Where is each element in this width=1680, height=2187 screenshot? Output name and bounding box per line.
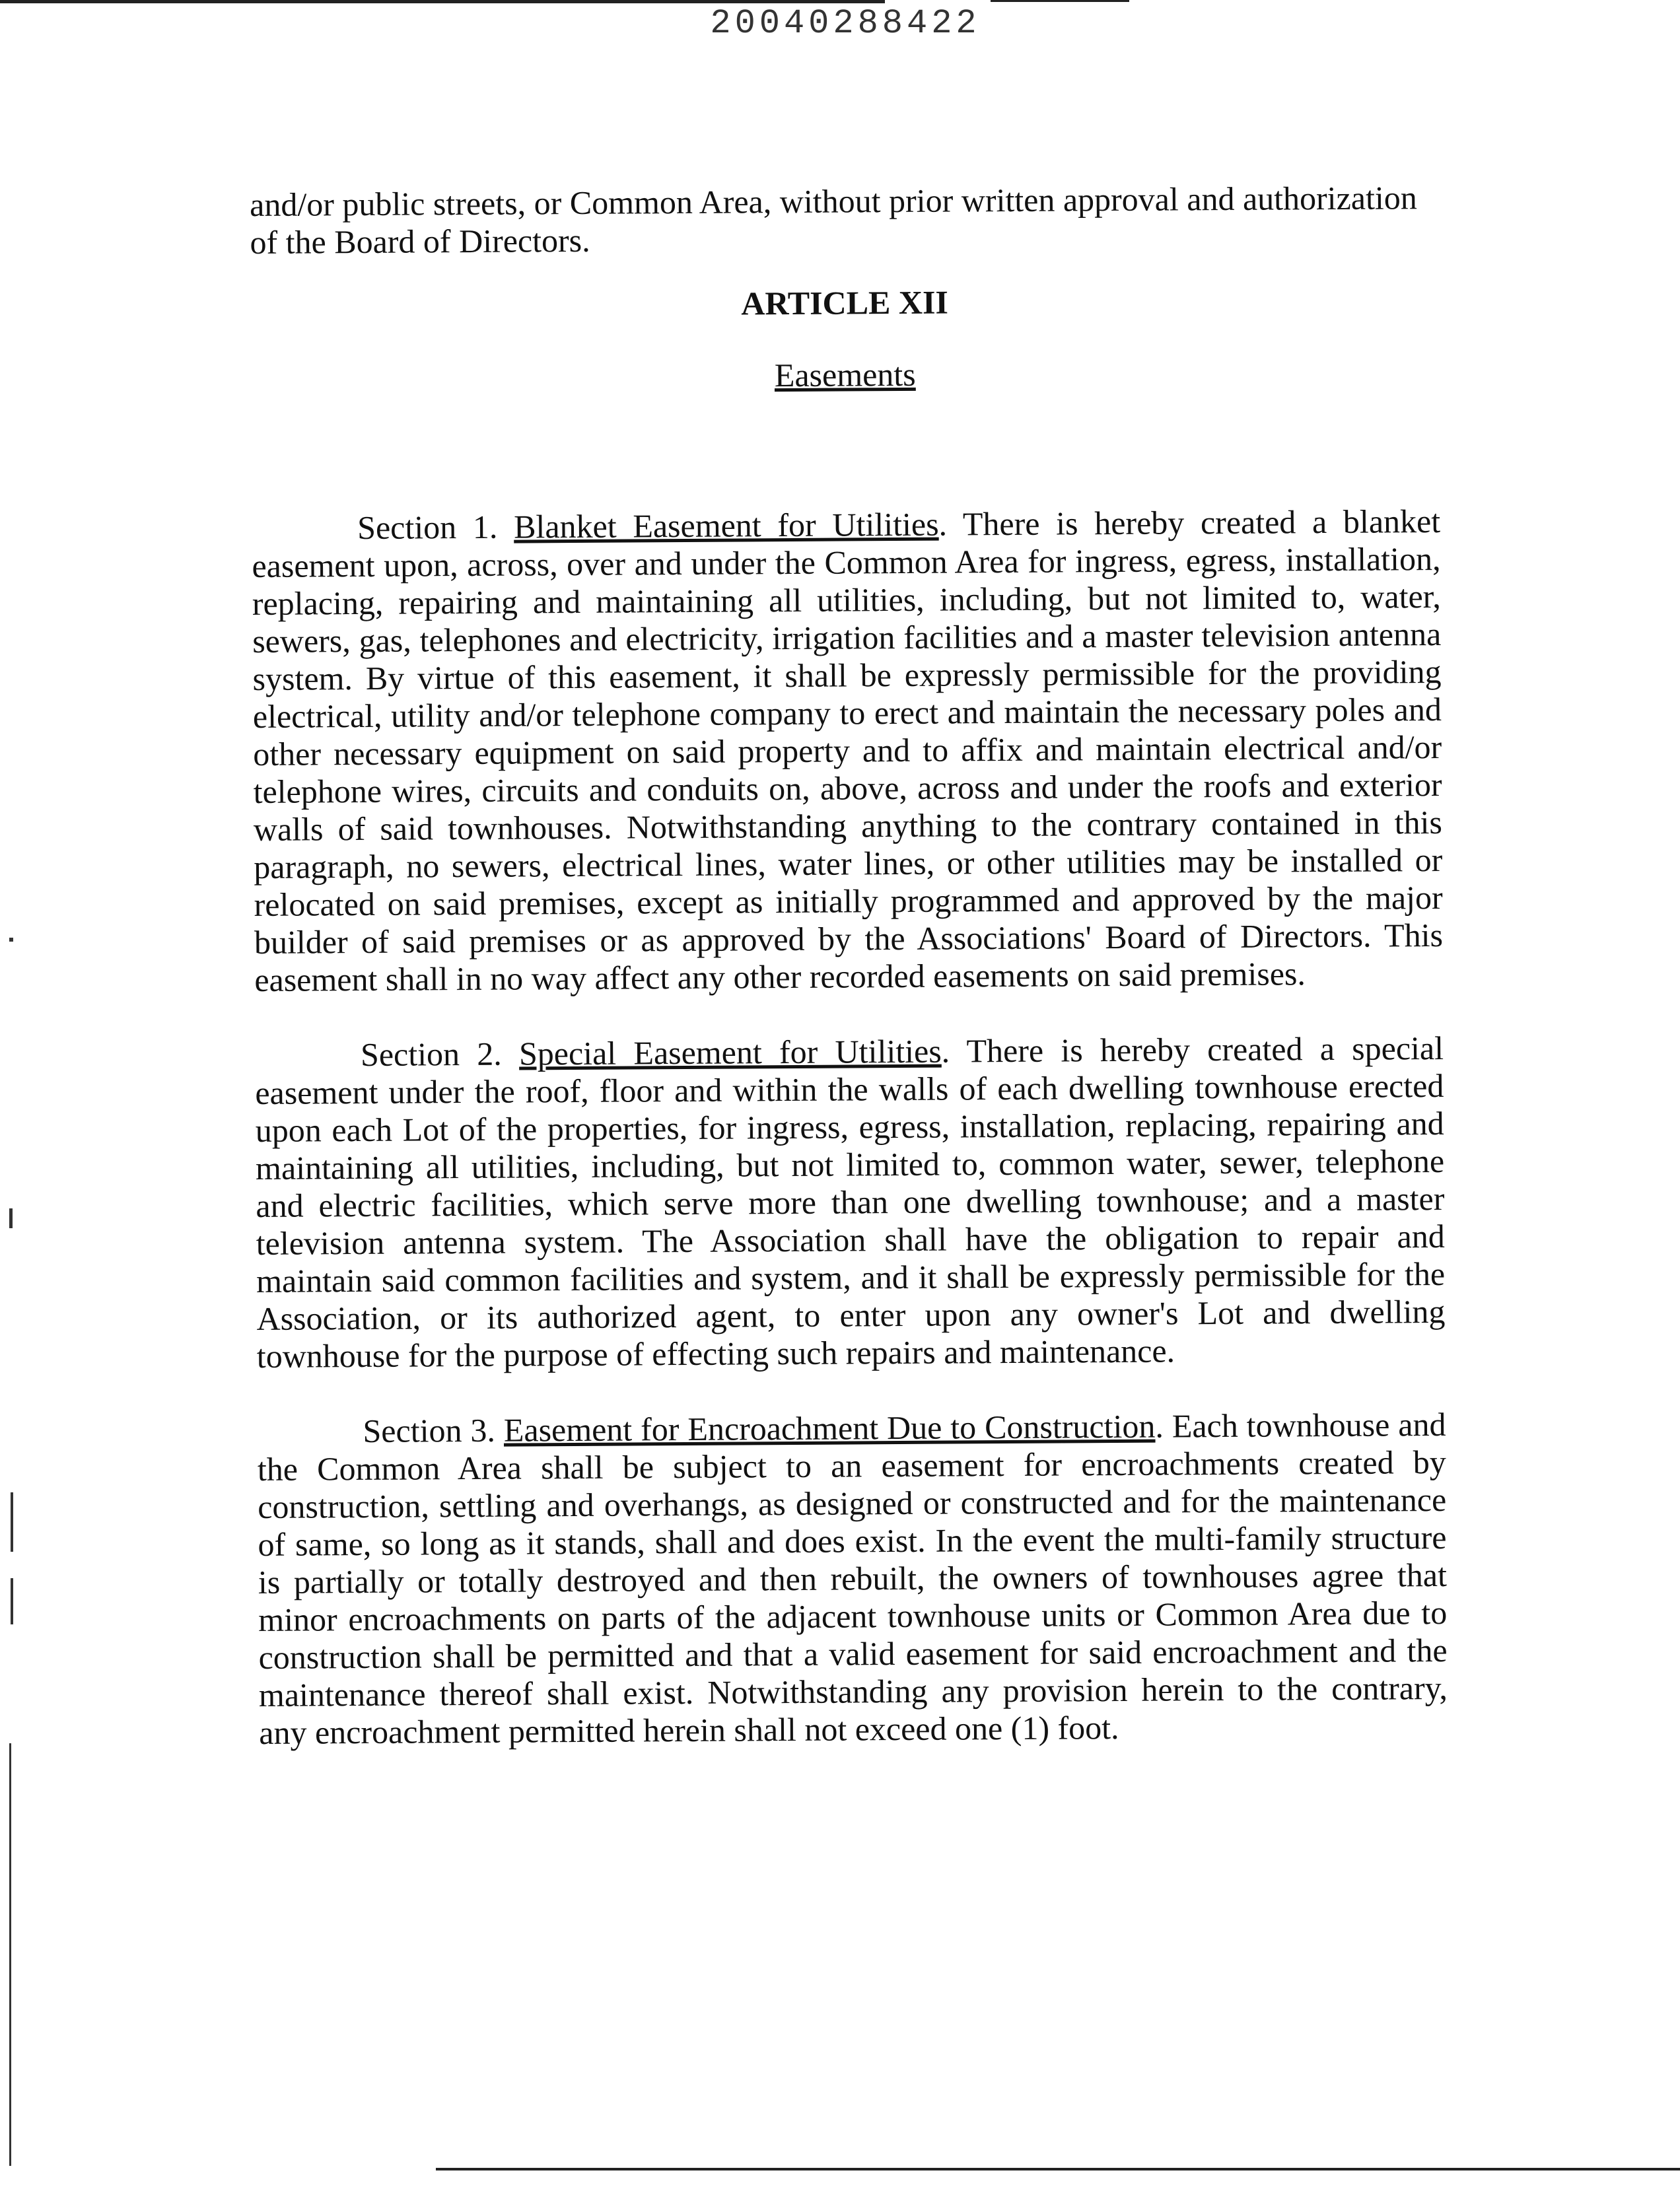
- section-text: . There is hereby created a special easement under the roof, floor and within the walls of each dwelling townhouse erected upon each Lot of the properties, for ingress, egress, installation, replacing, repairing and maintaining all utilities, including, but not limited to, common water, sewer, telephone and electric facilities, which serve more than one dwelling townhouse; and a master television antenna system. The Association shall have the obligation to repair and maintain said common facilities and system, and it shall be expressly permissible for the Association, or its authorized agent, to enter upon any owner's Lot and dwelling townhouse for the purpose of effecting such repairs and maintenance.: [255, 1029, 1446, 1375]
- section-label: Section 1.: [357, 508, 498, 547]
- left-margin-mark: [11, 1578, 13, 1624]
- section-label: Section 3.: [363, 1411, 496, 1449]
- section-heading: Easement for Encroachment Due to Construction: [503, 1407, 1156, 1449]
- article-title: ARTICLE XII: [741, 283, 949, 322]
- section-text: . Each townhouse and the Common Area shall be subject to an easement for encroachments created by construction, settling and overhangs, as designed or constructed and for the maintenance of same, so long as it stands, shall and does exist. In the event the multi-family structure is partially or totally destroyed and then rebuilt, the owners of townhouses agree that minor encroachments on parts of the adjacent townhouse units or Common Area due to construction shall be permitted and that a valid easement for said encroachment and the maintenance thereof shall exist. Notwithstanding any provision herein to the contrary, any encroachment permitted herein shall not exceed one (1) foot.: [257, 1405, 1448, 1751]
- document-body: [250, 179, 1448, 1789]
- top-scan-line: [0, 0, 885, 3]
- section-3-paragraph: [257, 1406, 1448, 1752]
- section-2-paragraph: [255, 1029, 1446, 1375]
- section-label: Section 2.: [360, 1035, 502, 1073]
- top-scan-line-right: [991, 0, 1129, 2]
- section-heading: Special Easement for Utilities: [518, 1032, 942, 1072]
- bottom-scan-line: [436, 2168, 1680, 2170]
- section-text: . There is hereby created a blanket easement upon, across, over and under the Common Area for ingress, egress, installation, replacing, repairing and maintaining all utilities, including, but not limited to, water, sewers, gas, telephones and electricity, irrigation facilities and a master television antenna system. By virtue of this easement, it shall be expressly permissible for the providing electrical, utility and/or telephone company to erect and maintain the necessary poles and other necessary equipment on said property and to affix and maintain electrical and/or telephone wires, circuits and conduits on, above, across and under the roofs and exterior walls of said townhouses. Notwithstanding anything to the contrary contained in this paragraph, no sewers, electrical lines, water lines, or other utilities may be installed or relocated on said premises, except as initially programmed and approved by the major builder of said premises or as approved by the Associations' Board of Directors. This easement shall in no way affect any other recorded easements on said premises.: [252, 502, 1444, 998]
- left-margin-mark: [9, 1208, 13, 1228]
- article-subtitle: Easements: [774, 355, 916, 394]
- section-1-paragraph: [252, 503, 1443, 999]
- section-heading: Blanket Easement for Utilities: [513, 505, 939, 545]
- left-margin-mark: [9, 938, 13, 942]
- carryover-paragraph: and/or public streets, or Common Area, without prior written approval and authorization of the Board of Directors.: [250, 179, 1417, 261]
- document-number: 20040288422: [710, 4, 981, 43]
- left-margin-mark: [9, 1743, 11, 2166]
- left-margin-mark: [11, 1492, 13, 1552]
